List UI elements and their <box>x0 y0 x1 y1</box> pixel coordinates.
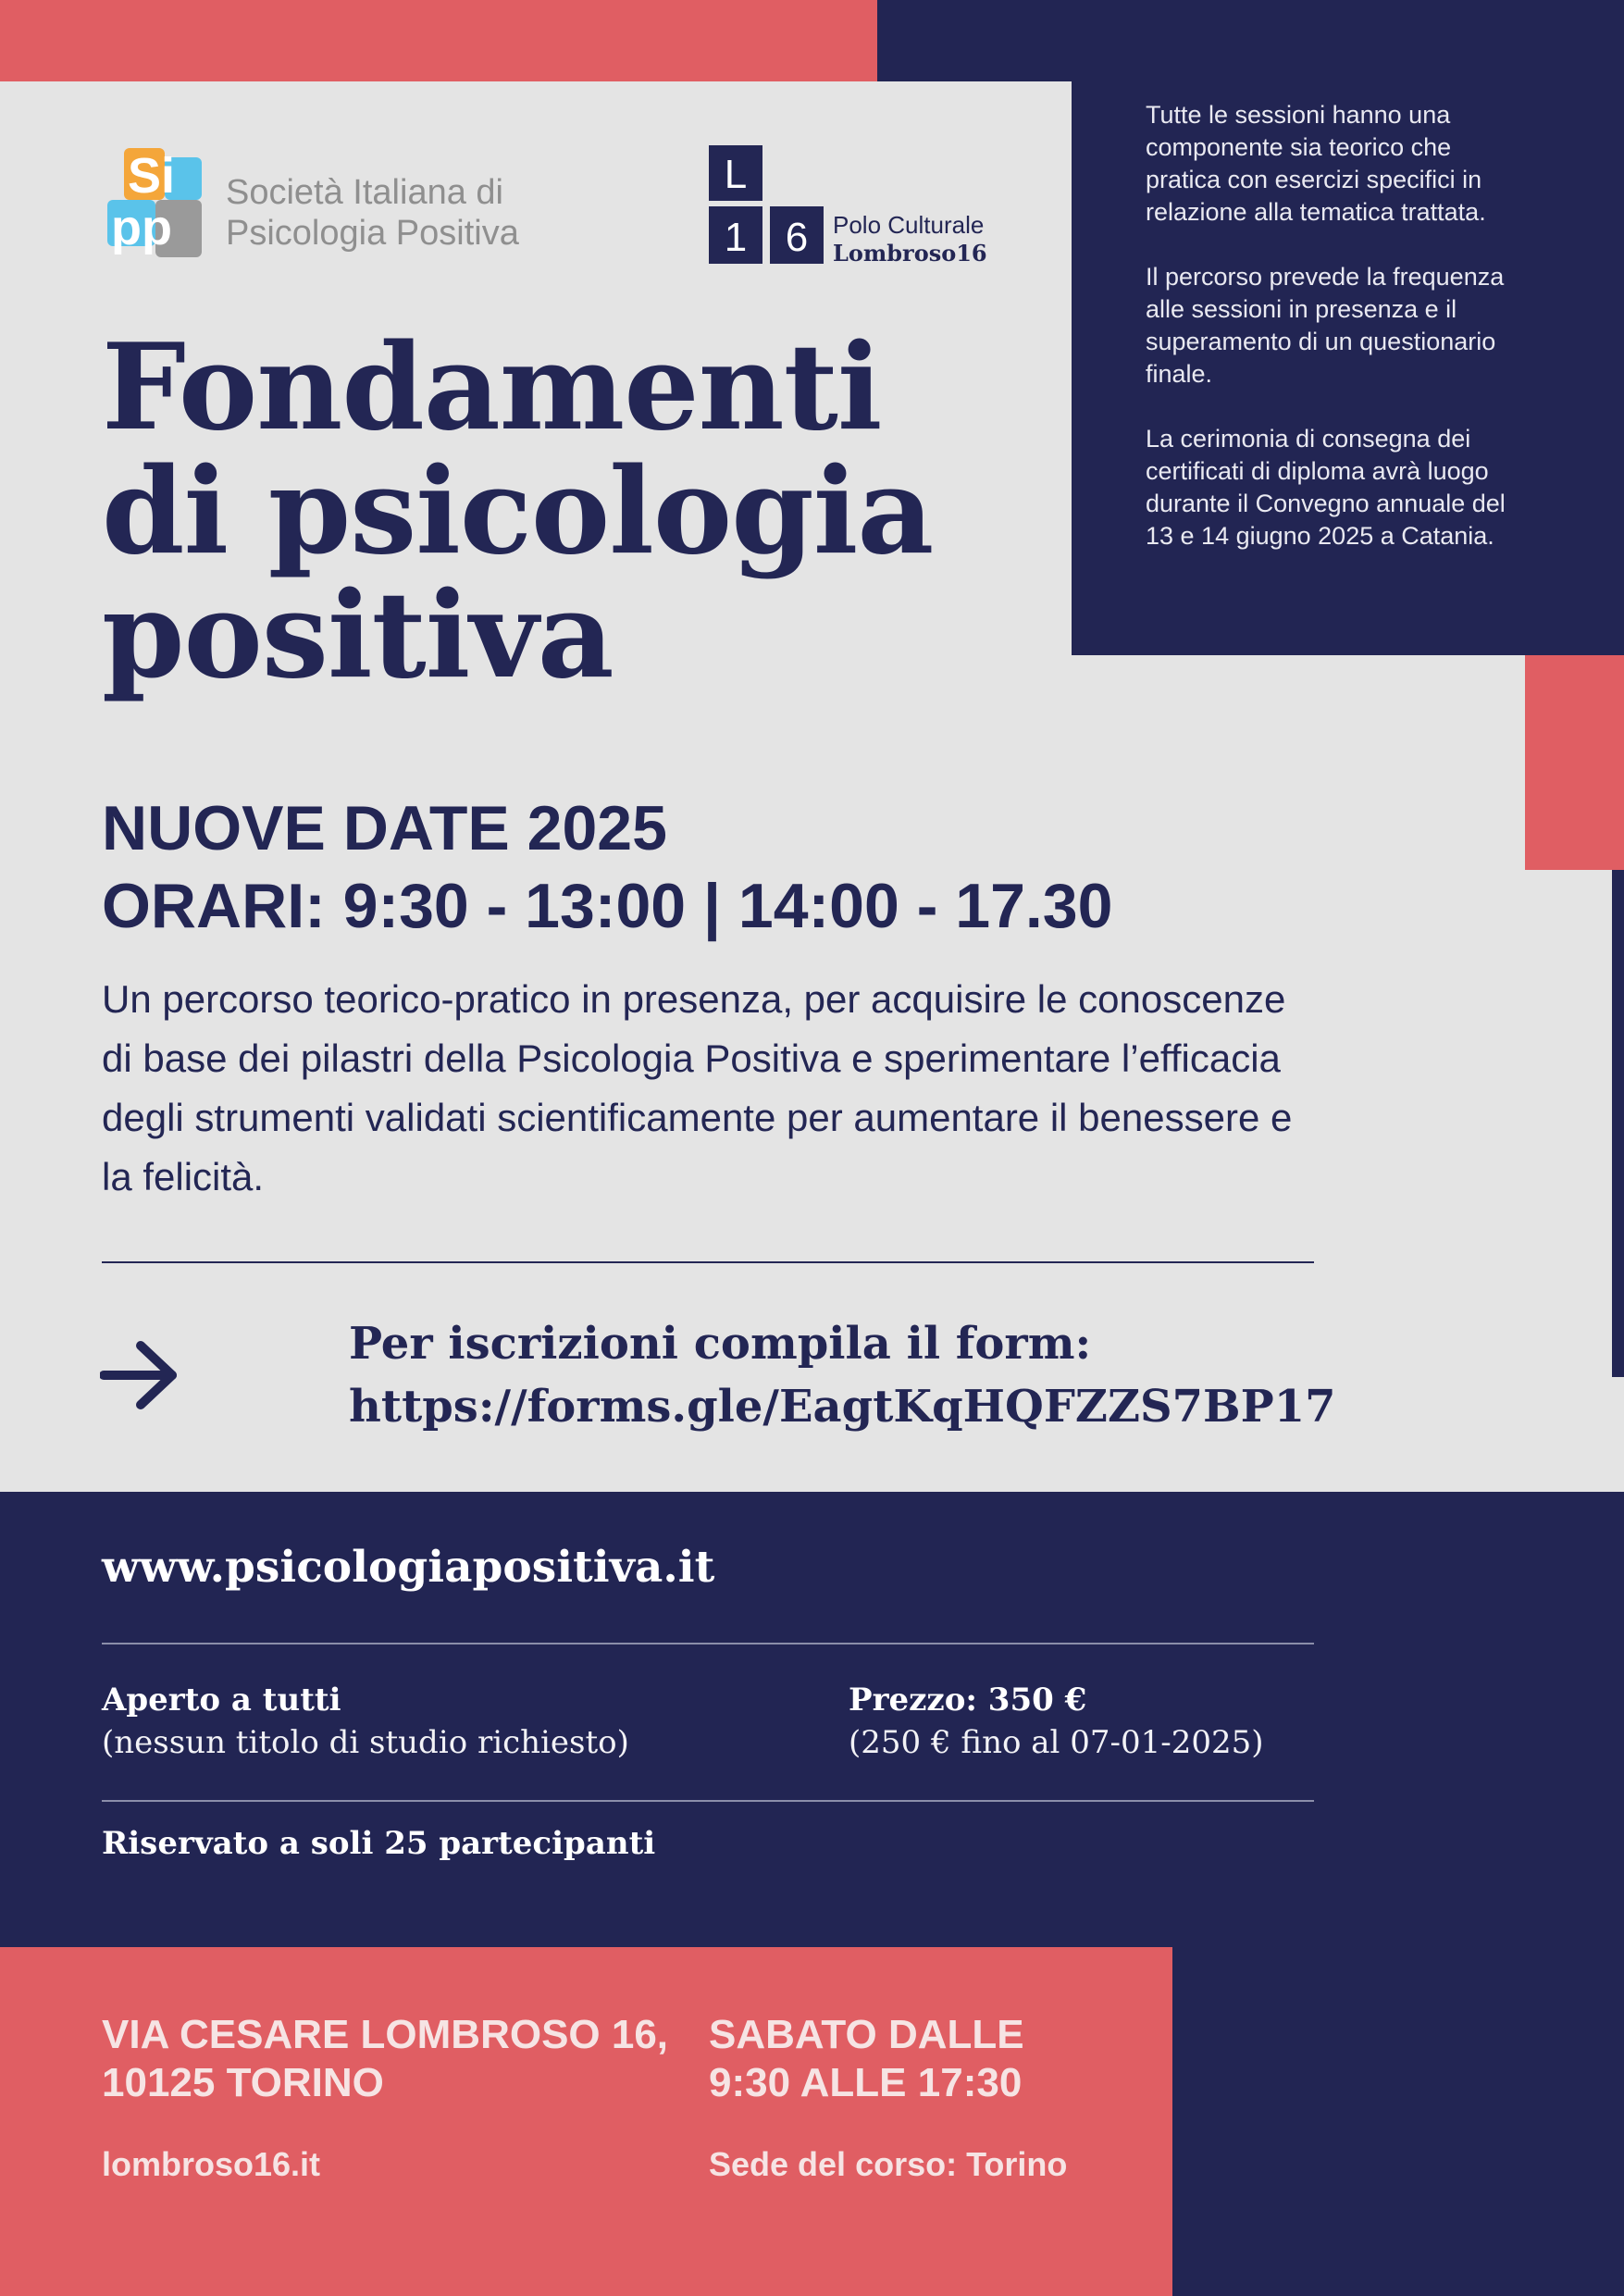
sipp-logo <box>107 146 533 267</box>
address-line: 10125 TORINO <box>102 2060 384 2105</box>
audience-title: Aperto a tutti <box>102 1682 341 1719</box>
footer-coral-panel <box>0 1947 1172 2296</box>
sipp-logo-line2: Psicologia Positiva <box>226 214 519 253</box>
registration-label: Per iscrizioni compila il form: <box>349 1318 1092 1370</box>
registration-link[interactable]: https://forms.gle/EagtKqHQFZZS7BP17 <box>349 1381 1336 1433</box>
divider <box>102 1643 1314 1644</box>
info-paragraph: La cerimonia di consegna dei certificati di diploma avrà luogo durante il Convegno annuale del 13 e 14 giugno 2025 a Catania. <box>1146 425 1506 550</box>
top-navy-band <box>877 0 1624 81</box>
info-paragraph: Il percorso prevede la frequenza alle sessioni in presenza e il superamento di un questionario finale. <box>1146 263 1505 388</box>
schedule-line: 9:30 ALLE 17:30 <box>709 2060 1023 2105</box>
audience-info <box>102 1679 629 1764</box>
price-note: (250 € fino al 07-01-2025) <box>849 1724 1264 1761</box>
sipp-logo-letters-bottom: pp <box>111 200 172 255</box>
top-coral-band <box>0 0 877 81</box>
l16-logo-letter: L <box>724 152 748 197</box>
venue-text: Sede del corso: Torino <box>709 2145 1068 2183</box>
lombroso16-logo <box>707 143 1012 268</box>
title-line: di psicologia <box>102 442 934 581</box>
arrow-right-icon <box>100 1338 180 1412</box>
sipp-logo-line1: Società Italiana di <box>226 173 503 212</box>
reserved-seats-text: Riservato a soli 25 partecipanti <box>102 1825 656 1862</box>
weekly-schedule <box>709 2011 1024 2107</box>
l16-logo-line1: Polo Culturale <box>833 211 985 239</box>
website-link[interactable]: www.psicologiapositiva.it <box>102 1542 715 1593</box>
sipp-logo-letters-top: Si <box>128 148 176 204</box>
new-dates-heading: NUOVE DATE 2025 <box>102 793 667 863</box>
audience-note: (nessun titolo di studio richiesto) <box>102 1724 629 1761</box>
address-line: VIA CESARE LOMBROSO 16, <box>102 2012 669 2057</box>
schedule-line: SABATO DALLE <box>709 2012 1024 2057</box>
address <box>102 2011 668 2107</box>
l16-logo-line2: Lombroso16 <box>833 240 987 267</box>
divider <box>102 1261 1314 1263</box>
info-paragraph: Tutte le sessioni hanno una componente sia teorico che pratica con esercizi specifici in relazione alla tematica trattata. <box>1146 101 1486 226</box>
title-line: Fondamenti <box>102 318 882 457</box>
registration-block <box>349 1312 1459 1438</box>
page-title <box>102 318 1120 705</box>
hours-heading: ORARI: 9:30 - 13:00 | 14:00 - 17.30 <box>102 871 1113 941</box>
coral-accent-block <box>1525 655 1624 870</box>
lombroso-site-link[interactable]: lombroso16.it <box>102 2145 321 2183</box>
price-info <box>849 1679 1264 1764</box>
info-box-text <box>1146 99 1516 585</box>
price-title: Prezzo: 350 € <box>849 1682 1087 1719</box>
course-description: Un percorso teorico-pratico in presenza, per acquisire le conoscenze di base dei pilastri della Psicologia Positiva e sperimentare l’efficacia degli strumenti validati scientificamente per aumentare il benessere e la felicità. <box>102 977 1293 1198</box>
l16-logo-digit2: 6 <box>785 215 809 260</box>
l16-logo-digit1: 1 <box>724 215 748 260</box>
title-line: positiva <box>102 566 614 705</box>
divider <box>102 1800 1314 1802</box>
